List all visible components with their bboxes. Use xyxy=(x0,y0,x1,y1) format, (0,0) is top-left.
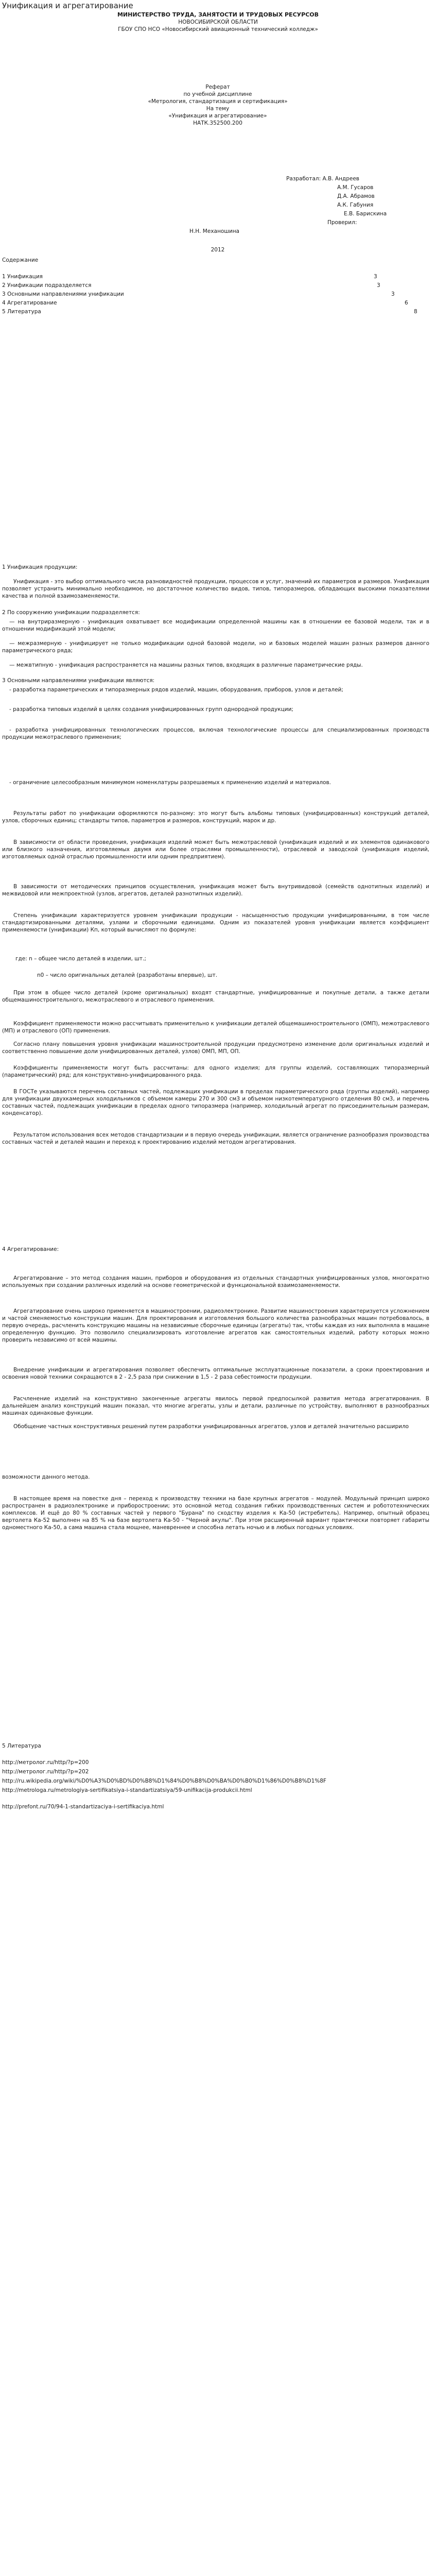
section4-paragraph: возможности данного метода. xyxy=(2,1474,90,1480)
list-item: - разработка параметрических и типоразмерных рядов изделий, машин, оборудования, приборов, узлов и деталей; xyxy=(9,687,343,693)
section4-paragraph: Агрегатирование очень широко применяется в машиностроении, радиоэлектронике. Развитие машиностроения характеризуется усложнением и частой сменяемостью конструкции машин. Для проектирования и изготовления большого количества разнообразных машин потребовалось, в первую очередь, расчленить конструкцию машины на независимые сборочные единицы (агрегаты) так, чтобы каждая из них выполняла в машине определенную функцию. Это позволило специализировать изготовление агрегатов как самостоятельных изделий, работу которых можно проверить независимо от всей машины. xyxy=(2,1308,429,1343)
reference-link[interactable]: http://метролог.ru/http/?p=200 xyxy=(2,1759,89,1766)
section1-paragraph: В зависимости от методических принципов осуществления, унификация может быть внутривидовой (семейств однотипных изделий) и межвидовой или межпроектной (узлов, агрегатов, деталей разнотипных изделий). xyxy=(2,884,429,897)
list-item: — межразмерную - унифицирует не только модификации одной базовой модели, но и базовых моделей машин разных размеров данного параметрического ряда; xyxy=(2,640,429,654)
section4-paragraph: Внедрение унификации и агрегатирования позволяет обеспечить оптимальные эксплуатационные показатели, а сроки проектирования и освоения новой техники сокращаются в 2 - 2,5 раза при снижении в 1,5 - 2 раза себестоимости продукции. xyxy=(2,1367,429,1380)
subsection-heading: 3 Основными направлениями унификации являются: xyxy=(2,677,155,684)
section1-paragraph: Результатом использования всех методов стандартизации и в первую очередь унификации, является ограничение разнообразия производства составных частей и деталей машин и переход к проектированию изделий методом агрегатирования. xyxy=(2,1132,429,1145)
section1-paragraph: В ГОСТе указываются перечень составных частей, подлежащих унификации в пределах параметрического ряда (группы изделий), например для унификации двухкамерных холодильников с объемом камеры 270 и 300 см3 и объемом низкотемпературного отделения 80 см3, и перечень составных частей, подлежащих унификации в пределах одного типоразмера (например, холодильный агрегат по присоединительным размерам, конденсатор). xyxy=(2,1089,429,1116)
reference-link[interactable]: http://prefont.ru/70/94-1-standartizaciya-i-sertifikaciya.html xyxy=(2,1804,164,1810)
toc-item[interactable]: 3 Основными направлениями унификации 3 xyxy=(2,291,395,297)
subsection-heading: 2 По сооружению унификации подразделяется: xyxy=(2,609,140,616)
college-header: ГБОУ СПО НСО «Новосибирский авиационный технический колледж» xyxy=(118,26,318,32)
list-item: - разработка унифицированных технологических процессов, включая технологические процессы для специализированных производств продукции межотраслевого применения; xyxy=(2,727,429,740)
section1-paragraph: Коэффициент применяемости можно рассчитывать применительно к унификации деталей общемашиностроительного (ОМП), межотраслевого (МП) и отраслевого (ОП) применения. xyxy=(2,1021,429,1034)
section4-paragraph: В настоящее время на повестке дня – переход к производству техники на базе крупных агрегатов – модулей. Модульный принцип широко распространен в радиоэлектронике и приборостроении; это основной метод создания гибких производственных систем и робототехнических комплексов. И ещё до 80 % составных частей у первого "Бурана" по сходству изделия к Ка-50 (истребитель). Например, опытный образец вертолета Ка-52 выполнен на 85 % на базе вертолета Ка-50 - "Черной акулы". При этом расширенный вариант практически повторяет габариты одноместного Ка-50, а сама машина стала мощнее, маневреннее и способна летать ночью и в любых погодных условиях. xyxy=(2,1496,429,1531)
section4-heading: 4 Агрегатирование: xyxy=(2,1246,59,1252)
page-title: Унификация и агрегатирование xyxy=(2,1,133,10)
toc-item[interactable]: 2 Унификации подразделяется 3 xyxy=(2,282,380,289)
formula-legend: n0 – число оригинальных деталей (разработаны впервые), шт. xyxy=(37,972,218,978)
section1-heading: 1 Унификация продукции: xyxy=(2,564,78,570)
section4-paragraph: Агрегатирование – это метод создания машин, приборов и оборудования из отдельных стандартных унифицированных узлов, многократно используемых при создании различных изделий на основе геометрической и функциональной взаимозаменяемости. xyxy=(2,1275,429,1289)
year: 2012 xyxy=(211,247,225,253)
reference-link[interactable]: http://ru.wikipedia.org/wiki/%D0%A3%D0%BD%D0%B8%D1%84%D0%B8%D0%BA%D0%B0%D1%86%D0%B8%D1%8F xyxy=(2,1778,326,1784)
author-4: Е.В. Барискина xyxy=(344,211,387,217)
section1-paragraph: При этом в общее число деталей (кроме оригинальных) входят стандартные, унифицированные и покупные детали, а также детали общемашиностроительного, межотраслевого и отраслевого применения. xyxy=(2,990,429,1003)
author-2: Д.А. Абрамов xyxy=(337,193,375,199)
section1-paragraph: В зависимости от области проведения, унификация изделий может быть межотраслевой (унификация изделий и их элементов одинакового или близкого назначения, изготовляемых двумя или более отраслями промышленности), отраслевой и заводской (унификация изделий, изготовляемых одной отраслью промышленности или одним предприятием). xyxy=(2,839,429,860)
section1-paragraph: Коэффициенты применяемости могут быть рассчитаны: для одного изделия; для группы изделий, составляющих типоразмерный (параметрический) ряд; для конструктивно-унифицированного ряда. xyxy=(2,1065,429,1078)
topic-line: На тему xyxy=(206,106,230,112)
section1-paragraph: Результаты работ по унификации оформляются по-разному: это могут быть альбомы типовых (унифицированных) конструкций деталей, узлов, сборочных единиц; стандарты типов, параметров и размеров, конструкций, марок и др. xyxy=(2,810,429,824)
section4-paragraph: Обобщение частных конструктивных решений путем разработки унифицированных агрегатов, узлов и деталей значительно расширило xyxy=(13,1423,409,1430)
toc-item[interactable]: 5 Литература 8 xyxy=(2,309,417,315)
checker: Н.Н. Механошина xyxy=(189,228,239,234)
formula-legend: где: n – общее число деталей в изделии, шт.; xyxy=(15,956,146,962)
toc-item[interactable]: 4 Агрегатирование 6 xyxy=(2,300,408,306)
toc-heading: Содержание xyxy=(2,257,39,263)
list-item: — межвтипную - унификация распространяется на машины разных типов, входящих в различные параметрические ряды. xyxy=(9,662,363,668)
list-item: - ограничение целесообразным минимумом номенклатуры разрешаемых к применению изделий и материалов. xyxy=(9,779,331,786)
reference-link[interactable]: http://metrologa.ru/metrologiya-sertifikatsiya-i-standartizatsiya/59-unifikacija-produkcii.html xyxy=(2,1787,252,1793)
section1-paragraph: Степень унификации характеризуется уровнем унификации продукции - насыщенностью продукции унифицированными, в том числе стандартизированными деталями, узлами и сборочными единицами. Одним из показателей уровня унификации является коэффициент применяемости (унификации) Кп, который вычисляют по формуле: xyxy=(2,912,429,933)
list-item: - разработка типовых изделий в целях создания унифицированных групп однородной продукции; xyxy=(9,706,293,713)
region-header: НОВОСИБИРСКОЙ ОБЛАСТИ xyxy=(178,19,258,25)
topic: «Унификация и агрегатирование» xyxy=(168,113,267,119)
doc-type: Реферат xyxy=(205,84,230,90)
developed-by: Разработал: А.В. Андреев xyxy=(286,176,359,182)
discipline: «Метрология, стандартизация и сертификация» xyxy=(148,98,288,105)
section1-paragraph: Унификация - это выбор оптимального числа разновидностей продукции, процессов и услуг, значений их параметров и размеров. Унификация позволяет устранить минимально необходимое, но достаточное количество видов, типов, типоразмеров, обладающих высокими показателями качества и полной взаимозаменяемости. xyxy=(2,579,429,599)
list-item: — на внутриразмерную - унификация охватывает все модификации определенной машины как в отношении ее базовой модели, так и в отношении модификаций этой модели; xyxy=(2,619,429,632)
section1-paragraph: Согласно плану повышения уровня унификации машиностроительной продукции предусмотрено изменение доли оригинальных изделий и соответственно повышение доли унифицированных деталей, узлов) ОМП, МП, ОП. xyxy=(2,1041,429,1055)
checked-by: Проверил: xyxy=(327,219,357,226)
discipline-line: по учебной дисциплине xyxy=(183,91,252,97)
section5-heading: 5 Литература xyxy=(2,1743,41,1749)
author-3: А.К. Габуния xyxy=(337,202,374,208)
reference-link[interactable]: http://метролог.ru/http/?p=202 xyxy=(2,1769,89,1775)
toc-item[interactable]: 1 Унификация 3 xyxy=(2,274,377,280)
doc-code: НАТК.352500.200 xyxy=(193,120,242,126)
ministry-header: МИНИСТЕРСТВО ТРУДА, ЗАНЯТОСТИ И ТРУДОВЫХ РЕСУРСОВ xyxy=(117,11,319,18)
author-1: А.М. Гусаров xyxy=(337,184,374,191)
section4-paragraph: Расчленение изделий на конструктивно законченные агрегаты явилось первой предпосылкой развития метода агрегатирования. В дальнейшем анализ конструкций машин показал, что многие агрегаты, узлы и детали, различные по устройству, выполняют в разнообразных машинах одинаковые функции. xyxy=(2,1396,429,1416)
